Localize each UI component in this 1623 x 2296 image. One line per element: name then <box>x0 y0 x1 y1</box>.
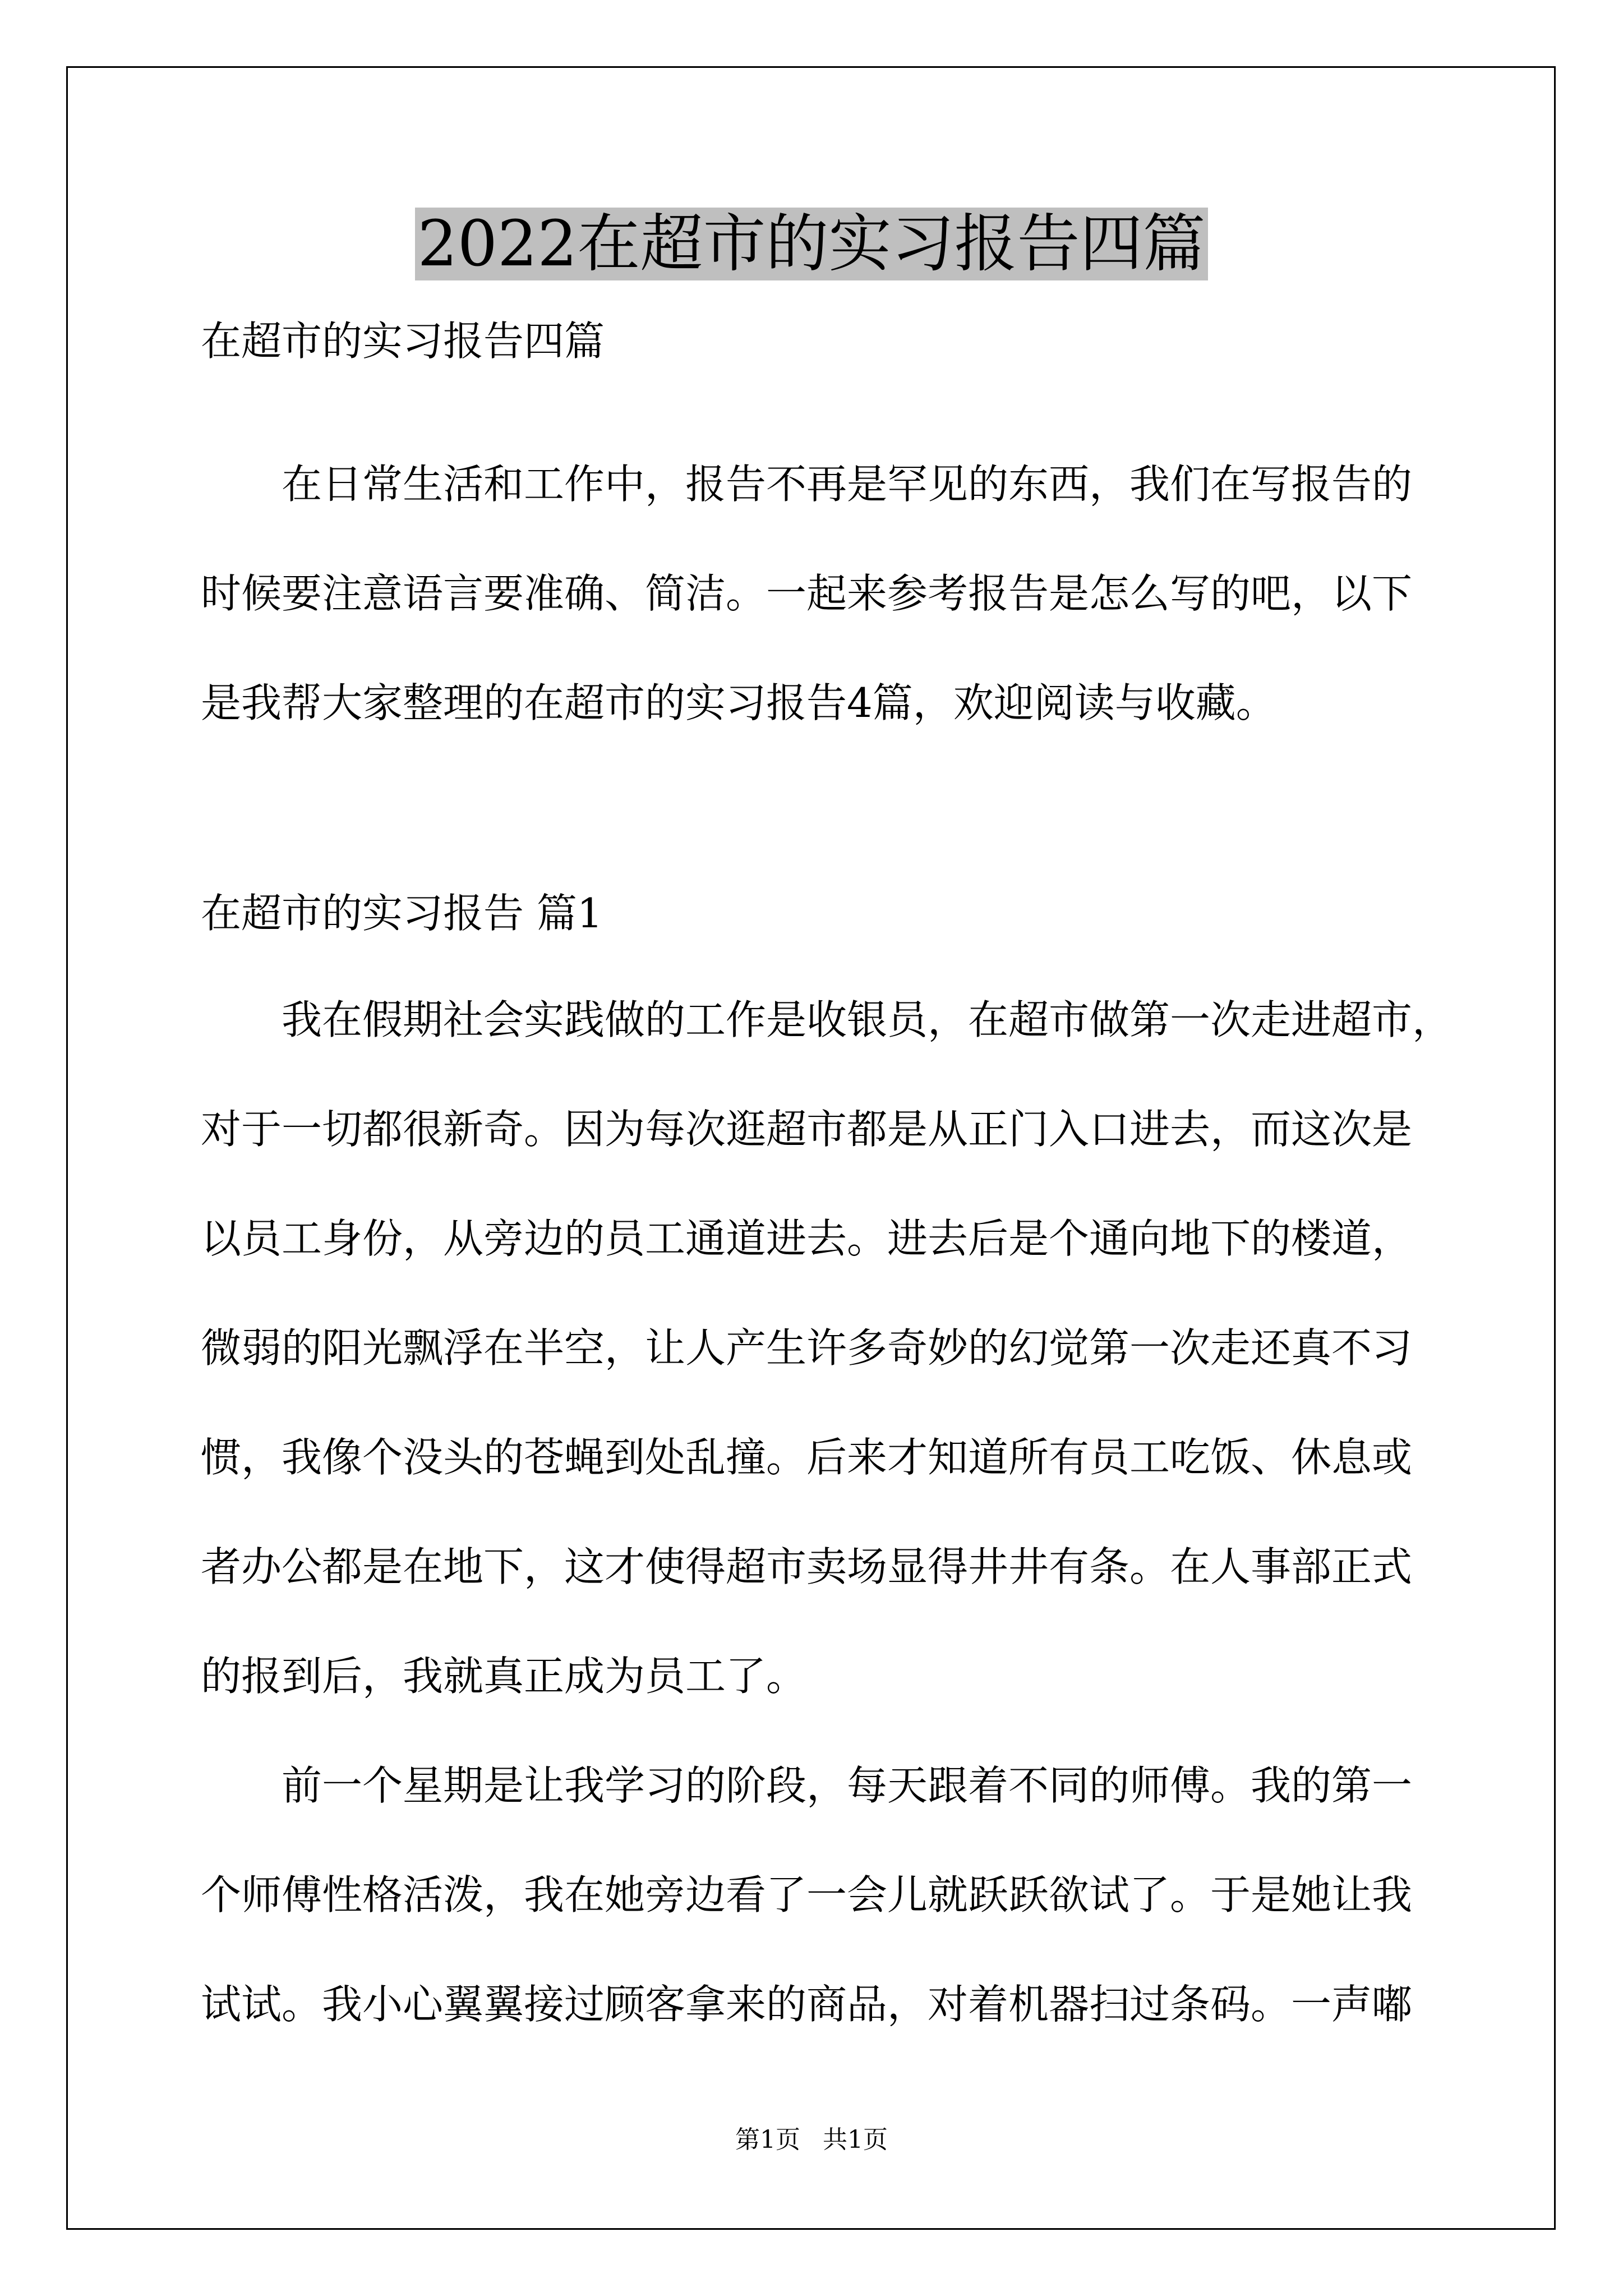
paragraph-line: 我在假期社会实践做的工作是收银员，在超市做第一次走进超市， <box>282 996 1453 1043</box>
paragraph-line: 对于一切都很新奇。因为每次逛超市都是从正门入口进去，而这次是 <box>201 1106 1413 1153</box>
paragraph-line: 者办公都是在地下，这才使得超市卖场显得井井有条。在人事部正式 <box>201 1543 1413 1590</box>
document-subtitle: 在超市的实习报告四篇 <box>201 318 605 365</box>
paragraph-line: 以员工身份，从旁边的员工通道进去。进去后是个通向地下的楼道， <box>201 1215 1413 1262</box>
document-title <box>0 205 1623 283</box>
intro-line: 在日常生活和工作中，报告不再是罕见的东西，我们在写报告的 <box>282 461 1413 508</box>
page-footer <box>0 2123 1623 2157</box>
paragraph-line: 前一个星期是让我学习的阶段，每天跟着不同的师傅。我的第一 <box>282 1762 1413 1809</box>
intro-line: 是我帮大家整理的在超市的实习报告4篇，欢迎阅读与收藏。 <box>201 679 1276 726</box>
section-heading: 在超市的实习报告 篇1 <box>201 890 603 937</box>
paragraph-line: 微弱的阳光飘浮在半空，让人产生许多奇妙的幻觉第一次走还真不习 <box>201 1324 1413 1372</box>
paragraph-line: 个师傅性格活泼，我在她旁边看了一会儿就跃跃欲试了。于是她让我 <box>201 1871 1413 1918</box>
page-number: 第1页 <box>735 2125 800 2154</box>
paragraph-line: 惯，我像个没头的苍蝇到处乱撞。后来才知道所有员工吃饭、休息或 <box>201 1434 1413 1481</box>
page-total: 共1页 <box>823 2125 888 2154</box>
document-title-text: 2022在超市的实习报告四篇 <box>415 208 1207 280</box>
paragraph-line: 的报到后，我就真正成为员工了。 <box>201 1653 807 1700</box>
intro-line: 时候要注意语言要准确、简洁。一起来参考报告是怎么写的吧，以下 <box>201 570 1413 617</box>
paragraph-line: 试试。我小心翼翼接过顾客拿来的商品，对着机器扫过条码。一声嘟 <box>201 1981 1413 2028</box>
